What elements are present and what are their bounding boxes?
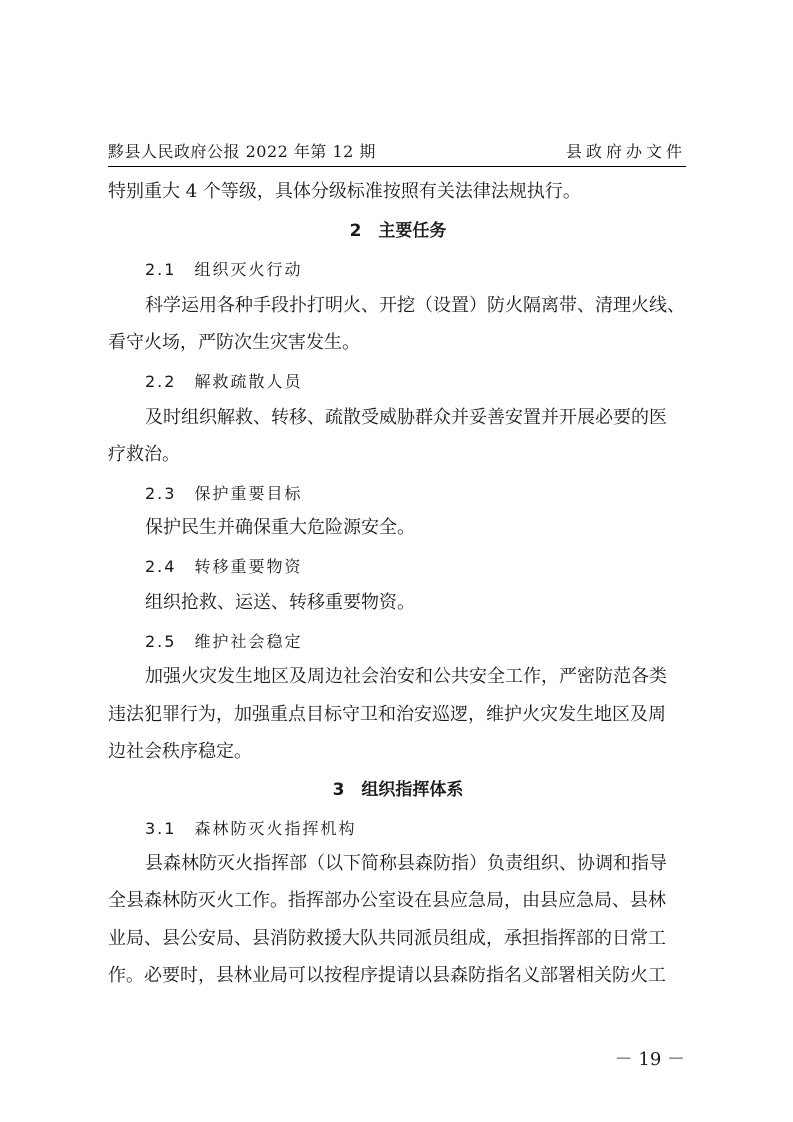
body-text: 边社会秩序稳定。	[108, 741, 252, 762]
bulletin-title: 黟县人民政府公报 2022 年第 12 期	[108, 142, 376, 161]
section-heading: 3 组织指挥体系	[332, 780, 464, 800]
subsection-heading: 2.5 维护社会稳定	[145, 632, 303, 651]
section-heading: 2 主要任务	[349, 221, 447, 241]
subsection-heading: 3.1 森林防灭火指挥机构	[145, 819, 357, 838]
body-text: 科学运用各种手段扑打明火、开挖（设置）防火隔离带、清理火线、	[145, 295, 685, 316]
body-text: 作。必要时，县林业局可以按程序提请以县森防指名义部署相关防火工	[108, 965, 666, 986]
body-text: 全县森林防灭火工作。指挥部办公室设在县应急局，由县应急局、县林	[108, 890, 666, 911]
subsection-heading: 2.4 转移重要物资	[145, 557, 303, 576]
body-text: 组织抢救、运送、转移重要物资。	[145, 592, 415, 613]
body-text: 加强火灾发生地区及周边社会治安和公共安全工作，严密防范各类	[145, 666, 667, 687]
body-text: 看守火场，严防次生灾害发生。	[108, 332, 360, 353]
header-rule	[108, 166, 686, 167]
body-text: 疗救治。	[108, 444, 180, 465]
page-header	[108, 136, 686, 166]
body-text: 特别重大 4 个等级，具体分级标准按照有关法律法规执行。	[108, 181, 581, 202]
body-text: 违法犯罪行为，加强重点目标守卫和治安巡逻，维护火灾发生地区及周	[108, 704, 666, 725]
body-text: 业局、县公安局、县消防救援大队共同派员组成，承担指挥部的日常工	[108, 928, 666, 949]
subsection-heading: 2.2 解救疏散人员	[145, 372, 303, 391]
body-text: 保护民生并确保重大危险源安全。	[145, 517, 415, 538]
document-category: 县政府办文件	[565, 142, 686, 161]
subsection-heading: 2.1 组织灭火行动	[145, 260, 303, 279]
subsection-heading: 2.3 保护重要目标	[145, 484, 303, 503]
body-text: 县森林防灭火指挥部（以下简称县森防指）负责组织、协调和指导	[145, 853, 667, 874]
page-number: － 19 －	[614, 1049, 685, 1070]
body-text: 及时组织解救、转移、疏散受威胁群众并妥善安置并开展必要的医	[145, 407, 667, 428]
